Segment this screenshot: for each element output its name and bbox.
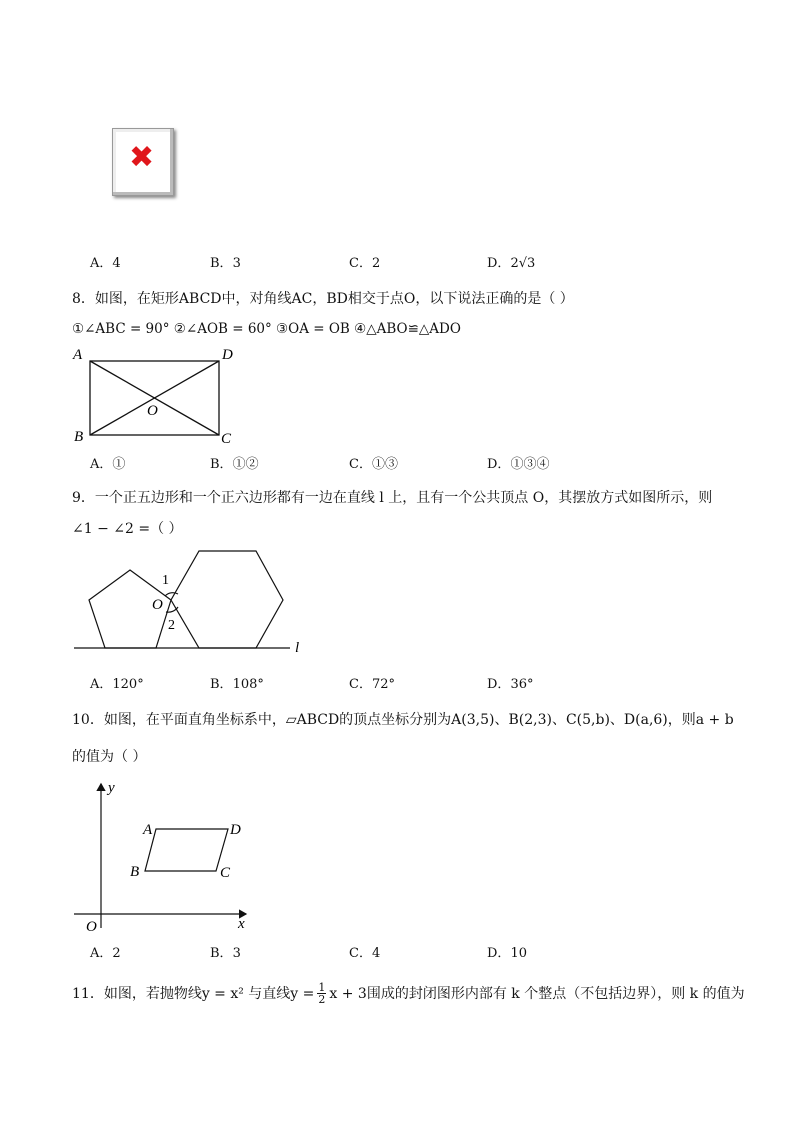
label-c: C: [221, 431, 232, 447]
q10-stem: 10．如图，在平面直角坐标系中，▱ABCD的顶点坐标分别为A(3,5)、B(2,3)、C(5,b)、D(a,6)，则a + b: [72, 712, 734, 728]
axis-label-y: y: [108, 780, 115, 796]
fraction-numerator: 1: [318, 981, 326, 994]
label-b: B: [74, 429, 84, 445]
label-o: O: [147, 403, 158, 419]
q7-option-c: C．2: [349, 256, 381, 271]
q9-stem: 9．一个正五边形和一个正六边形都有一边在直线 l 上，且有一个公共顶点 O，其摆放方式如图所示，则: [72, 490, 713, 506]
q9-polygons-figure: [70, 545, 310, 660]
angle-label-1: 1: [162, 573, 169, 588]
label-d: D: [230, 822, 241, 838]
label-d: D: [222, 347, 233, 363]
axis-label-x: x: [238, 916, 245, 932]
q7-option-b: B．3: [210, 256, 241, 271]
q7-option-a: A．4: [90, 256, 121, 271]
q8-option-c: C．①③: [349, 457, 398, 472]
q11-stem-part2: x + 3围成的封闭图形内部有 k 个整点（不包括边界），则 k 的值为: [329, 985, 745, 1002]
fraction-denominator: 2: [318, 993, 326, 1006]
q8-rectangle-figure: [70, 344, 250, 448]
q10-option-c: C．4: [349, 946, 381, 961]
q9-stem-2: ∠1 − ∠2 =（ ）: [72, 521, 183, 537]
q10-option-b: B．3: [210, 946, 241, 961]
q11-stem-part1: 11．如图，若抛物线y = x² 与直线y =: [72, 985, 315, 1002]
label-origin: O: [86, 919, 97, 935]
q9-option-d: D．36°: [487, 677, 534, 692]
q9-option-a: A．120°: [90, 677, 144, 692]
q8-option-b: B．①②: [210, 457, 259, 472]
label-b: B: [130, 864, 140, 880]
q9-option-c: C．72°: [349, 677, 395, 692]
angle-label-2: 2: [168, 618, 175, 633]
q11-fraction: [317, 982, 326, 1005]
q10-option-d: D．10: [487, 946, 527, 961]
angle-1-arc: [165, 593, 178, 596]
label-a: A: [73, 347, 83, 363]
q8-option-d: D．①③④: [487, 457, 550, 472]
regular-hexagon: [171, 551, 283, 648]
broken-image-icon: ✖: [129, 140, 155, 175]
parallelogram-abcd: [145, 829, 228, 871]
q11-stem: [72, 982, 745, 1005]
q8-option-a: A．①: [90, 457, 126, 472]
label-l: l: [295, 640, 300, 656]
q7-option-d: D．2√3: [487, 256, 536, 271]
q10-coordinate-figure: [70, 778, 255, 936]
q10-option-a: A．2: [90, 946, 121, 961]
label-c: C: [220, 865, 231, 881]
broken-image-placeholder: [112, 128, 174, 196]
q10-stem-2: 的值为（ ）: [72, 749, 147, 765]
q8-statements: ①∠ABC = 90° ②∠AOB = 60° ③OA = OB ④△ABO≌△ADO: [72, 321, 461, 337]
label-a: A: [143, 822, 153, 838]
q9-option-b: B．108°: [210, 677, 264, 692]
q8-stem: 8．如图，在矩形ABCD中，对角线AC，BD相交于点O，以下说法正确的是（ ）: [72, 291, 574, 307]
label-o: O: [152, 597, 163, 613]
